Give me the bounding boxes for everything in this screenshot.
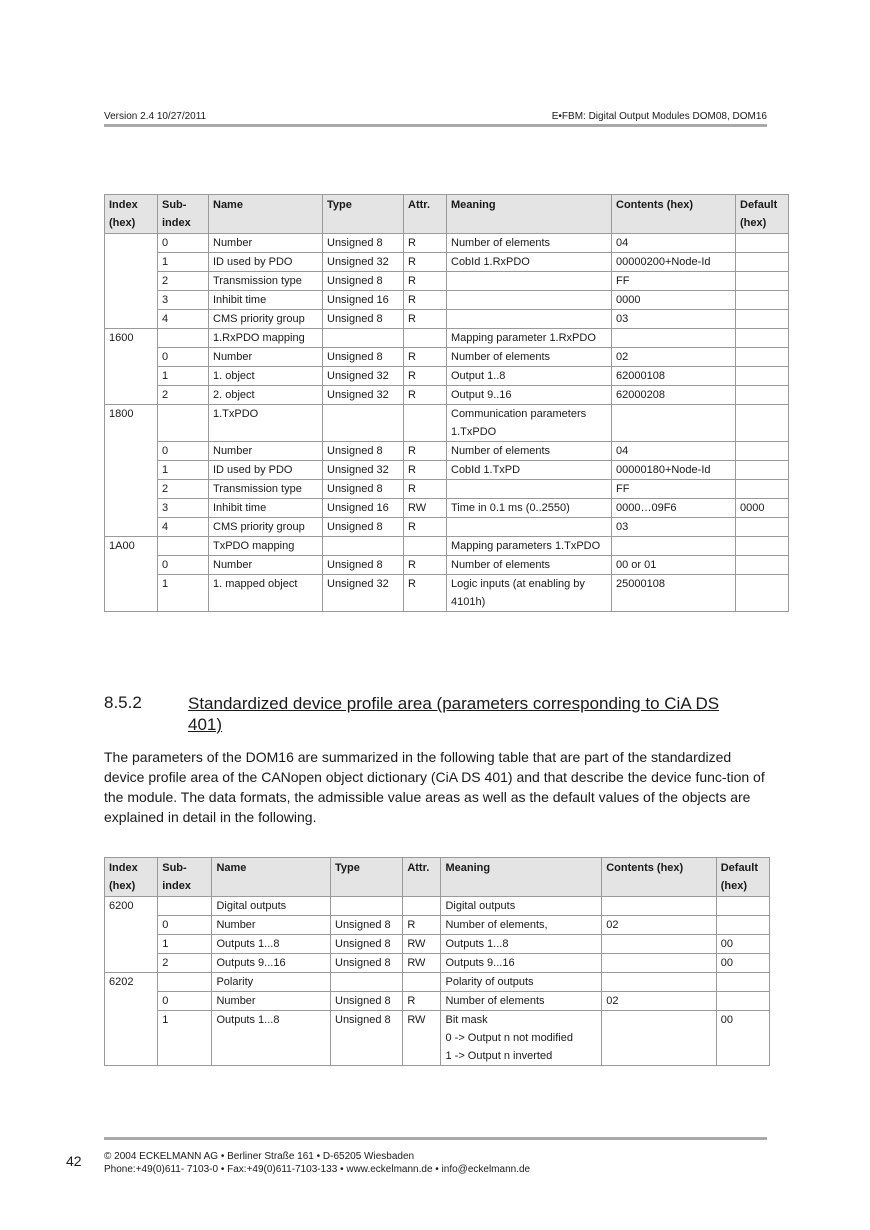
cell-default: 00	[716, 1011, 769, 1066]
cell-default	[736, 291, 789, 310]
cell-type: Unsigned 8	[331, 992, 403, 1011]
table-row	[105, 518, 789, 537]
cell-contents	[602, 897, 717, 916]
cell-subindex: 0	[158, 442, 209, 461]
cell-type: Unsigned 8	[323, 518, 404, 537]
pdo-parameter-table	[104, 194, 789, 612]
cell-subindex: 4	[158, 310, 209, 329]
cell-contents	[602, 935, 717, 954]
meaning-line: Number of elements,	[445, 919, 548, 931]
cell-type: Unsigned 8	[323, 442, 404, 461]
cell-contents	[612, 537, 736, 556]
cell-meaning	[447, 310, 612, 329]
cell-type: Unsigned 32	[323, 253, 404, 272]
cell-meaning: Mapping parameters 1.TxPDO	[447, 537, 612, 556]
cell-contents	[612, 329, 736, 348]
cell-attr	[403, 973, 441, 992]
cell-attr	[404, 329, 447, 348]
cell-type: Unsigned 32	[323, 367, 404, 386]
cell-index: 1A00	[105, 537, 158, 612]
cell-type: Unsigned 8	[323, 480, 404, 499]
cell-subindex: 2	[158, 480, 209, 499]
cell-contents	[602, 954, 717, 973]
cell-type: Unsigned 16	[323, 499, 404, 518]
cell-meaning	[447, 480, 612, 499]
cell-attr	[403, 897, 441, 916]
cell-contents: 03	[612, 310, 736, 329]
cell-name: TxPDO mapping	[209, 537, 323, 556]
cell-contents: 00 or 01	[612, 556, 736, 575]
cell-default	[736, 386, 789, 405]
cell-name: Inhibit time	[209, 291, 323, 310]
cell-meaning	[441, 954, 602, 973]
cell-default	[716, 992, 769, 1011]
footer-rule	[104, 1137, 767, 1140]
cell-attr: R	[404, 291, 447, 310]
cell-type: Unsigned 8	[323, 234, 404, 253]
cell-subindex: 1	[158, 575, 209, 612]
table-row	[105, 1011, 770, 1066]
cell-attr	[404, 405, 447, 442]
cell-attr: RW	[403, 954, 441, 973]
section-number: 8.5.2	[104, 693, 142, 712]
meaning-line: Polarity of outputs	[445, 976, 534, 988]
cell-name: 1.TxPDO	[209, 405, 323, 442]
cell-attr: R	[404, 310, 447, 329]
section-paragraph: The parameters of the DOM16 are summarized in the following table that are part of the standardized device profile area of the CANopen object dictionary (CiA DS 401) and that describe the device func-tion of the module. The data formats, the admissible value areas as well as the default values of the objects are explained in detail in the following.	[104, 749, 765, 825]
col-meaning: Meaning	[447, 195, 612, 234]
cell-default	[716, 897, 769, 916]
col-subindex: Sub- index	[158, 858, 212, 897]
cell-name: 1. object	[209, 367, 323, 386]
table-row	[105, 537, 789, 556]
cell-attr: R	[403, 916, 441, 935]
cell-meaning: Number of elements	[447, 442, 612, 461]
cell-type: Unsigned 8	[331, 916, 403, 935]
cell-attr: R	[404, 386, 447, 405]
table-row	[105, 575, 789, 612]
cell-meaning: Number of elements	[447, 556, 612, 575]
cell-contents: 02	[602, 992, 717, 1011]
cell-name: ID used by PDO	[209, 253, 323, 272]
cell-attr	[404, 537, 447, 556]
cell-attr: R	[404, 348, 447, 367]
cell-subindex	[158, 329, 209, 348]
cell-name: CMS priority group	[209, 310, 323, 329]
cell-subindex: 1	[158, 935, 212, 954]
col-type: Type	[331, 858, 403, 897]
table-row	[105, 897, 770, 916]
table-row	[105, 310, 789, 329]
cell-type: Unsigned 32	[323, 461, 404, 480]
cell-subindex: 2	[158, 272, 209, 291]
cell-attr: R	[404, 556, 447, 575]
col-index: Index (hex)	[105, 858, 158, 897]
cell-subindex: 1	[158, 1011, 212, 1066]
cell-subindex	[158, 537, 209, 556]
footer-address: © 2004 ECKELMANN AG • Berliner Straße 161 • D-65205 Wiesbaden	[104, 1151, 415, 1162]
cell-default: 0000	[736, 499, 789, 518]
col-meaning: Meaning	[441, 858, 602, 897]
cell-default	[716, 916, 769, 935]
cell-index	[105, 234, 158, 329]
section-title: Standardized device profile area (parameters corresponding to CiA DS 401)	[188, 694, 720, 734]
cell-type: Unsigned 32	[323, 386, 404, 405]
cell-name: Number	[209, 442, 323, 461]
cell-subindex	[158, 897, 212, 916]
cell-type	[331, 897, 403, 916]
cell-contents	[602, 973, 717, 992]
cell-meaning	[441, 973, 602, 992]
cell-name: Outputs 1...8	[212, 1011, 331, 1066]
cell-name: Number	[209, 234, 323, 253]
cell-attr: R	[403, 992, 441, 1011]
meaning-line: Outputs 1...8	[445, 938, 509, 950]
cell-meaning: Number of elements	[447, 234, 612, 253]
cell-subindex: 2	[158, 386, 209, 405]
cell-name: Inhibit time	[209, 499, 323, 518]
cell-index: 6202	[105, 973, 158, 1066]
table-row	[105, 367, 789, 386]
table-row	[105, 329, 789, 348]
cell-attr: R	[404, 442, 447, 461]
table-row	[105, 916, 770, 935]
cell-subindex: 1	[158, 367, 209, 386]
cell-type: Unsigned 8	[331, 1011, 403, 1066]
cell-name: Transmission type	[209, 272, 323, 291]
table-row	[105, 234, 789, 253]
table-row	[105, 556, 789, 575]
cell-default	[736, 575, 789, 612]
cell-default	[736, 480, 789, 499]
cell-meaning: Number of elements	[447, 348, 612, 367]
col-name: Name	[209, 195, 323, 234]
cell-contents: 25000108	[612, 575, 736, 612]
meaning-line: 0 -> Output n not modified	[445, 1032, 573, 1044]
cell-attr: RW	[404, 499, 447, 518]
cell-type: Unsigned 8	[331, 954, 403, 973]
cell-contents: 0000…09F6	[612, 499, 736, 518]
table-row	[105, 253, 789, 272]
cell-contents: FF	[612, 272, 736, 291]
cell-default	[736, 518, 789, 537]
cell-type: Unsigned 8	[323, 556, 404, 575]
cell-subindex: 0	[158, 234, 209, 253]
cell-meaning: Output 9..16	[447, 386, 612, 405]
cell-meaning: Mapping parameter 1.RxPDO	[447, 329, 612, 348]
cell-type: Unsigned 8	[331, 935, 403, 954]
col-index: Index (hex)	[105, 195, 158, 234]
cell-subindex: 3	[158, 291, 209, 310]
cell-attr: R	[404, 480, 447, 499]
col-contents: Contents (hex)	[602, 858, 717, 897]
cell-subindex: 0	[158, 556, 209, 575]
cell-contents: 62000108	[612, 367, 736, 386]
cell-index: 1600	[105, 329, 158, 405]
table-row	[105, 461, 789, 480]
cell-attr: R	[404, 253, 447, 272]
cell-subindex: 2	[158, 954, 212, 973]
cell-contents: 04	[612, 442, 736, 461]
device-profile-table	[104, 857, 770, 1066]
cell-subindex	[158, 405, 209, 442]
cell-contents: 62000208	[612, 386, 736, 405]
cell-subindex: 1	[158, 461, 209, 480]
cell-name: 2. object	[209, 386, 323, 405]
table-row	[105, 405, 789, 442]
cell-name: Outputs 9...16	[212, 954, 331, 973]
cell-subindex: 1	[158, 253, 209, 272]
cell-meaning: Communication parameters 1.TxPDO	[447, 405, 612, 442]
cell-default	[736, 253, 789, 272]
cell-name: CMS priority group	[209, 518, 323, 537]
cell-default	[736, 556, 789, 575]
cell-contents	[602, 1011, 717, 1066]
table-row	[105, 954, 770, 973]
table-row	[105, 992, 770, 1011]
cell-contents: 04	[612, 234, 736, 253]
cell-meaning	[447, 291, 612, 310]
cell-attr: R	[404, 461, 447, 480]
cell-meaning	[447, 518, 612, 537]
table-row	[105, 499, 789, 518]
table-row	[105, 973, 770, 992]
meaning-line: 1 -> Output n inverted	[445, 1050, 553, 1062]
table-row	[105, 348, 789, 367]
cell-subindex: 0	[158, 992, 212, 1011]
cell-attr: R	[404, 234, 447, 253]
cell-name: 1.RxPDO mapping	[209, 329, 323, 348]
cell-meaning: CobId 1.RxPDO	[447, 253, 612, 272]
cell-default	[736, 310, 789, 329]
col-name: Name	[212, 858, 331, 897]
col-contents: Contents (hex)	[612, 195, 736, 234]
col-default: Default (hex)	[716, 858, 769, 897]
meaning-line: Digital outputs	[445, 900, 516, 912]
cell-name: Outputs 1...8	[212, 935, 331, 954]
cell-attr: R	[404, 575, 447, 612]
cell-meaning: CobId 1.TxPD	[447, 461, 612, 480]
cell-type	[323, 329, 404, 348]
header-version: Version 2.4 10/27/2011	[104, 111, 207, 122]
cell-attr: R	[404, 518, 447, 537]
cell-default	[736, 537, 789, 556]
cell-name: Number	[212, 916, 331, 935]
table-row	[105, 442, 789, 461]
meaning-line: Number of elements	[445, 995, 545, 1007]
cell-default	[736, 461, 789, 480]
cell-name: Polarity	[212, 973, 331, 992]
cell-default	[736, 234, 789, 253]
cell-name: Transmission type	[209, 480, 323, 499]
cell-name: Number	[212, 992, 331, 1011]
cell-contents: 03	[612, 518, 736, 537]
cell-name: Number	[209, 348, 323, 367]
cell-subindex: 0	[158, 348, 209, 367]
cell-type	[323, 537, 404, 556]
cell-default	[736, 348, 789, 367]
cell-index: 6200	[105, 897, 158, 973]
cell-meaning: Output 1..8	[447, 367, 612, 386]
cell-type: Unsigned 32	[323, 575, 404, 612]
header-rule	[104, 124, 767, 127]
footer-contact: Phone:+49(0)611- 7103-0 • Fax:+49(0)611-7103-133 • www.eckelmann.de • info@eckelmann.de	[104, 1164, 531, 1175]
table-row	[105, 272, 789, 291]
cell-type	[331, 973, 403, 992]
meaning-line: Bit mask	[445, 1014, 488, 1026]
col-attr: Attr.	[404, 195, 447, 234]
cell-type: Unsigned 8	[323, 348, 404, 367]
col-subindex: Sub- index	[158, 195, 209, 234]
cell-default: 00	[716, 935, 769, 954]
cell-subindex: 4	[158, 518, 209, 537]
col-default: Default (hex)	[736, 195, 789, 234]
cell-meaning	[447, 272, 612, 291]
cell-name: ID used by PDO	[209, 461, 323, 480]
col-type: Type	[323, 195, 404, 234]
cell-meaning: Time in 0.1 ms (0..2550)	[447, 499, 612, 518]
cell-contents: FF	[612, 480, 736, 499]
cell-attr: R	[404, 272, 447, 291]
cell-default	[736, 272, 789, 291]
cell-default	[736, 329, 789, 348]
page-number: 42	[66, 1153, 82, 1169]
cell-contents: 00000200+Node-Id	[612, 253, 736, 272]
cell-subindex: 3	[158, 499, 209, 518]
cell-meaning	[441, 992, 602, 1011]
cell-contents: 02	[602, 916, 717, 935]
cell-attr: RW	[403, 1011, 441, 1066]
cell-meaning: Logic inputs (at enabling by 4101h)	[447, 575, 612, 612]
cell-subindex: 0	[158, 916, 212, 935]
col-attr: Attr.	[403, 858, 441, 897]
cell-attr: R	[404, 367, 447, 386]
cell-default	[736, 367, 789, 386]
cell-attr: RW	[403, 935, 441, 954]
table-row	[105, 291, 789, 310]
cell-contents: 0000	[612, 291, 736, 310]
cell-index: 1800	[105, 405, 158, 537]
cell-meaning	[441, 1011, 602, 1066]
cell-name: Number	[209, 556, 323, 575]
table-header-row	[105, 858, 770, 897]
cell-contents	[612, 405, 736, 442]
cell-default	[736, 442, 789, 461]
cell-meaning	[441, 897, 602, 916]
header-doc-title: E•FBM: Digital Output Modules DOM08, DOM16	[551, 111, 767, 122]
table-header-row	[105, 195, 789, 234]
cell-contents: 00000180+Node-Id	[612, 461, 736, 480]
table-row	[105, 935, 770, 954]
cell-contents: 02	[612, 348, 736, 367]
cell-default	[736, 405, 789, 442]
meaning-line: Outputs 9...16	[445, 957, 515, 969]
cell-type	[323, 405, 404, 442]
cell-type: Unsigned 8	[323, 310, 404, 329]
cell-default: 00	[716, 954, 769, 973]
cell-subindex	[158, 973, 212, 992]
table-row	[105, 480, 789, 499]
table-row	[105, 386, 789, 405]
cell-type: Unsigned 16	[323, 291, 404, 310]
cell-meaning	[441, 916, 602, 935]
cell-name: Digital outputs	[212, 897, 331, 916]
cell-name: 1. mapped object	[209, 575, 323, 612]
cell-meaning	[441, 935, 602, 954]
cell-default	[716, 973, 769, 992]
cell-type: Unsigned 8	[323, 272, 404, 291]
